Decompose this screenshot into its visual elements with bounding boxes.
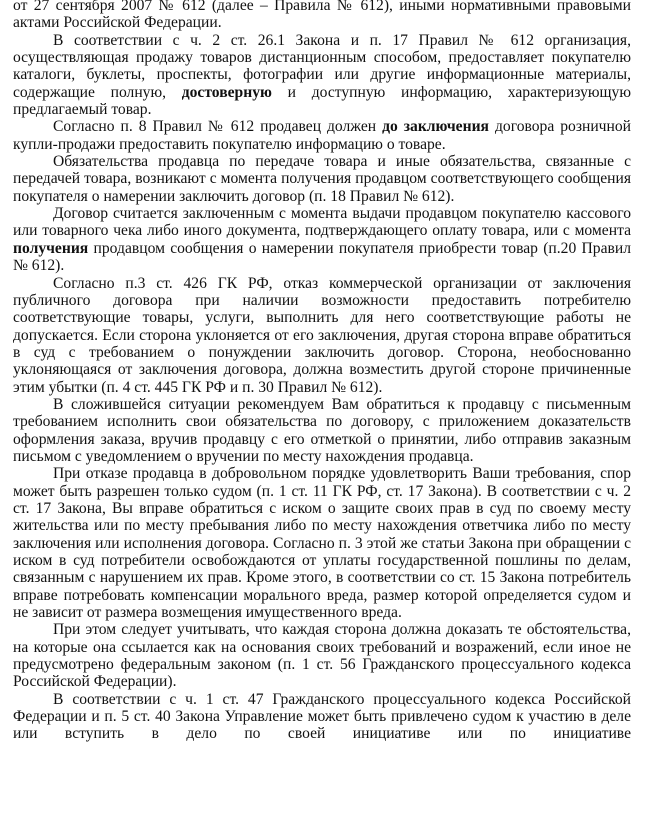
- text-run: Согласно п. 8 Правил № 612 продавец должен: [53, 118, 383, 136]
- text-run: В соответствии с ч. 2 ст. 26.1 Закона и п. 17 Правил № 612 организация, осуществляющая продажу товаров дистанционным способом, предоставляет покупателю каталоги, буклеты, проспекты, фотографии или другие информационные материалы, содержащие полную,: [13, 31, 631, 101]
- paragraph: [13, 465, 631, 621]
- text-run: Обязательства продавца по передаче товара и иные обязательства, связанные с передачей товара, возникают с момента получения продавцом соответствующего сообщения покупателя о намерении заключить договор (п. 18 Правил № 612).: [13, 153, 631, 205]
- paragraph: [13, 691, 631, 743]
- text-run: продавцом сообщения о намерении покупателя приобрести товар (п.20 Правил № 612).: [13, 239, 631, 275]
- text-run: договора розничной купли-продажи предоставить покупателю информацию о товаре.: [13, 118, 631, 153]
- text-run: При этом следует учитывать, что каждая сторона должна доказать те обстоятельства, на которые она ссылается как на основания своих требований и возражений, если иное не предусмотрено федеральным законом (п. 1 ст. 56 Гражданского процессуального кодекса Российской Федерации).: [13, 621, 631, 691]
- bold-text: получения: [13, 239, 89, 257]
- text-run: Договор считается заключенным с момента выдачи продавцом покупателю кассового или товарного чека либо иного документа, подтверждающего оплату товара, или с момента: [13, 205, 631, 240]
- text-run: и доступную информацию, характеризующую предлагаемый товар.: [13, 83, 631, 119]
- text-run: В сложившейся ситуации рекомендуем Вам обратиться к продавцу с письменным требованием исполнить свои обязательства по договору, с приложением доказательств оформления заказа, вручив продавцу с его отметкой о принятии, либо отправив заказным письмом с уведомлением о вручении по месту нахождения продавца.: [13, 395, 631, 465]
- paragraph: [13, 0, 631, 32]
- paragraph: [13, 153, 631, 205]
- text-run: В соответствии с ч. 1 ст. 47 Гражданского процессуального кодекса Российской Федерации и п. 5 ст. 40 Закона Управление может быть привлечено судом к участию в деле или вступить в дело по своей инициативе или по инициативе: [13, 690, 631, 743]
- bold-text: до заключения: [382, 118, 489, 136]
- text-run: При отказе продавца в добровольном порядке удовлетворить Ваши требования, спор может быть разрешен только судом (п. 1 ст. 11 ГК РФ, ст. 17 Закона). В соответствии с ч. 2 ст. 17 Закона, Вы вправе обратиться с иском о защите своих прав в суд по своему месту жительства или по месту пребывания либо по месту нахождения ответчика либо по месту заключения или исполнения договора. Согласно п. 3 этой же статьи Закона при обращении с иском в суд потребители освобождаются от уплаты государственной пошлины по делам, связанным с нарушением их прав. Кроме этого, в соответствии со ст. 15 Закона потребитель вправе потребовать компенсации морального вреда, размер которой определяется судом и не зависит от размера возмещения имущественного вреда.: [13, 465, 631, 622]
- paragraph: [13, 396, 631, 465]
- text-run: Согласно п.3 ст. 426 ГК РФ, отказ коммерческой организации от заключения публичного договора при наличии возможности предоставить потребителю соответствующие товары, услуги, выполнить для него соответствующие работы не допускается. Если сторона уклоняется от его заключения, другая сторона вправе обратиться в суд с требованием о понуждении заключить договор. Сторона, необоснованно уклоняющаяся от заключения договора, должна возместить другой стороне причиненные этим убытки (п. 4 ст. 445 ГК РФ и п. 30 Правил № 612).: [13, 274, 631, 396]
- paragraph: [13, 621, 631, 690]
- paragraph: [13, 275, 631, 396]
- text-run: от 27 сентября 2007 № 612 (далее – Правила № 612), иными нормативными правовыми актами Российской Федерации.: [13, 0, 631, 32]
- document-body: [13, 0, 652, 743]
- paragraph: [13, 32, 631, 119]
- paragraph: [13, 205, 631, 274]
- paragraph: [13, 118, 631, 153]
- bold-text: достоверную: [181, 83, 272, 101]
